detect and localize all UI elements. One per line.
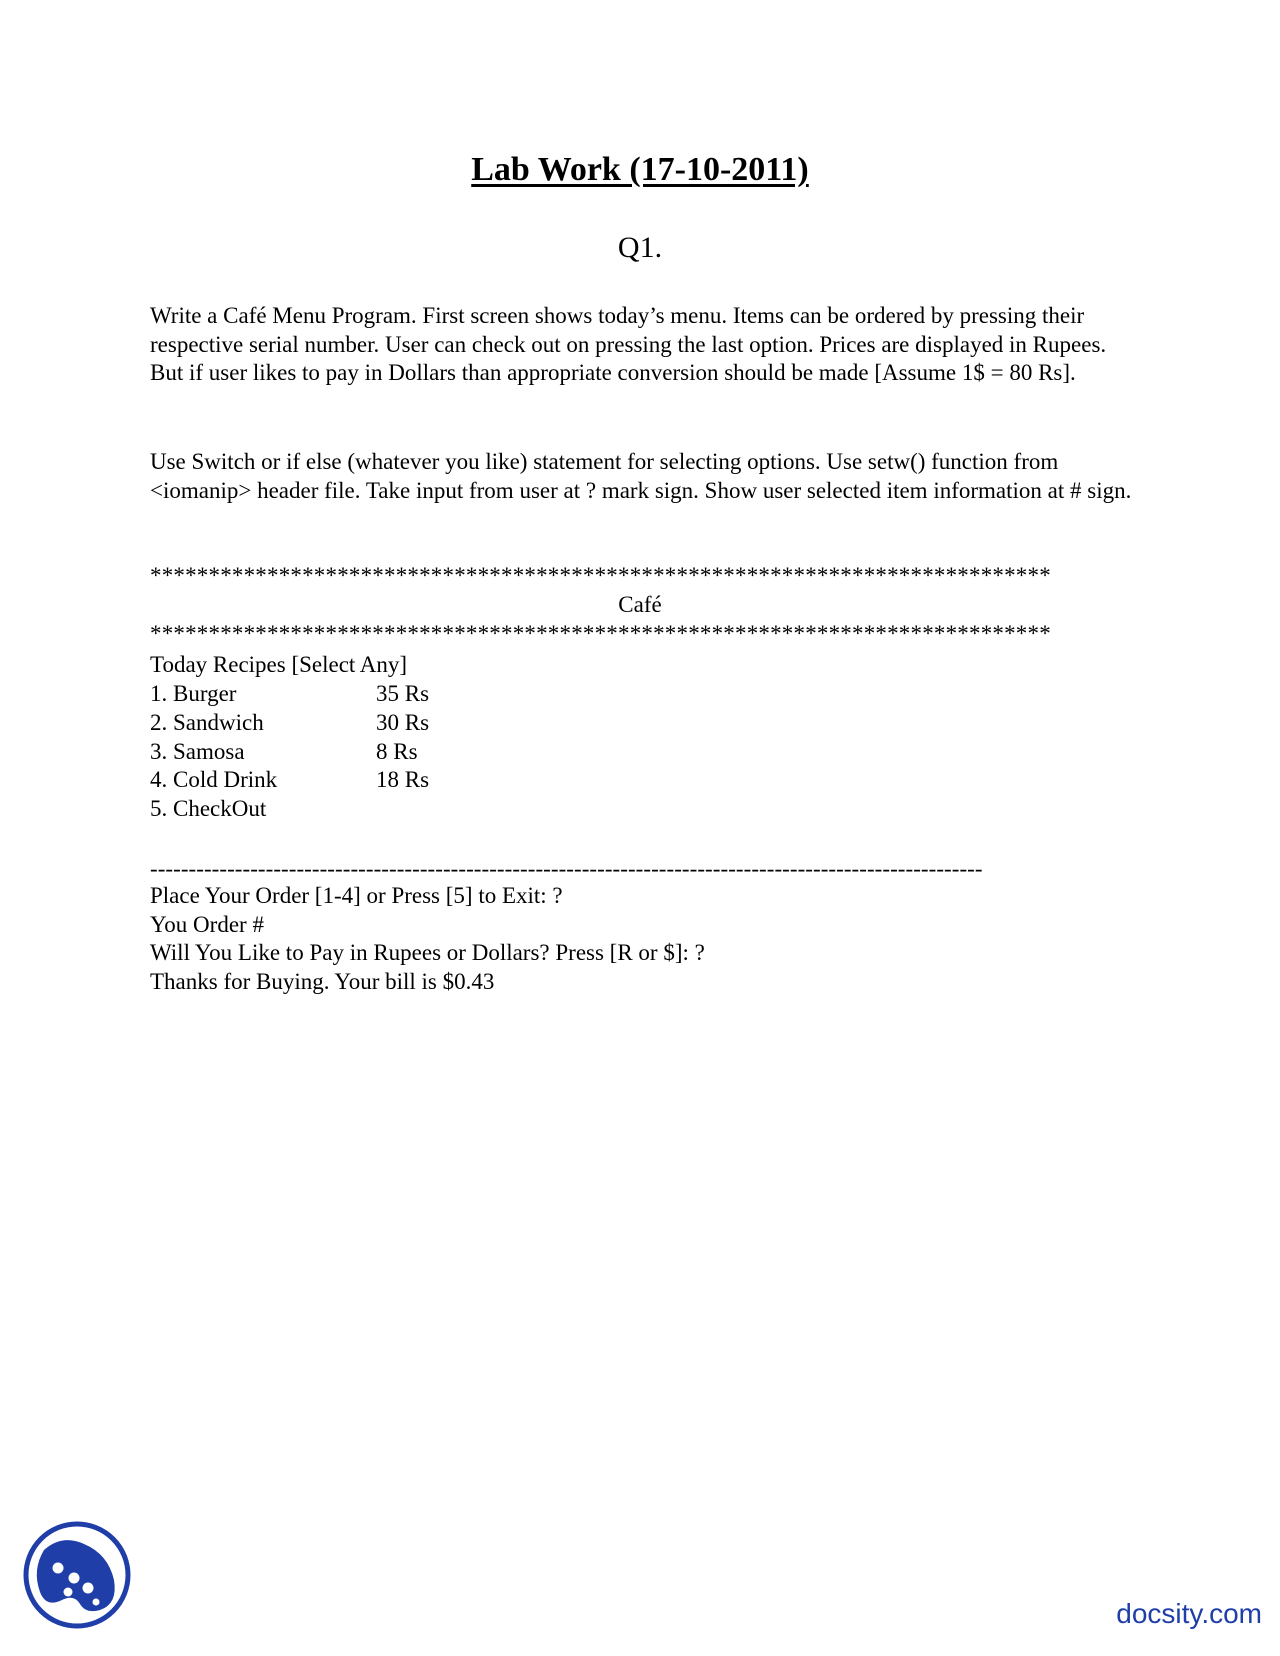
menu-item — [150, 709, 429, 738]
menu-item-price: 35 Rs — [376, 681, 430, 706]
menu-item — [150, 680, 429, 709]
menu-item-price: 30 Rs — [376, 709, 430, 735]
page-title-text: Lab Work (17-10-2011) — [471, 151, 809, 188]
dash-divider: ------------------------------------------------------------------------------------------------------------ — [150, 856, 983, 881]
question-number: Q1. — [617, 231, 663, 264]
question-paragraph-2: Use Switch or if else (whatever you like) statement for selecting options. Use setw() function from <iomanip> header file. Take input from user at ? mark sign. Show user selected item information at # sign. — [150, 449, 1132, 503]
menu-item-price: 8 Rs — [376, 738, 418, 764]
menu-item-name: 5. CheckOut — [150, 796, 267, 822]
stars-divider-bottom: ***************************************************************************** — [150, 621, 1051, 646]
menu-item — [150, 795, 429, 824]
page-title — [0, 150, 1280, 190]
question-paragraph-1: Write a Café Menu Program. First screen shows today’s menu. Items can be ordered by pressing their respective serial number. User can check out on pressing the last option. Prices are displayed in Rupees. But if user likes to pay in Dollars than appropriate conversion should be made [Assume 1$ = 80 Rs]. — [150, 303, 1107, 386]
console-output — [150, 882, 705, 996]
menu-heading: Today Recipes [Select Any] — [150, 652, 408, 677]
docsity-logo-icon[interactable] — [22, 1520, 132, 1630]
console-line: Thanks for Buying. Your bill is $0.43 — [150, 968, 495, 994]
menu-item-name: 1. Burger — [150, 681, 237, 706]
console-line: Will You Like to Pay in Rupees or Dollars? Press [R or $]: ? — [150, 940, 705, 966]
menu-item-name: 2. Sandwich — [150, 709, 264, 735]
cafe-header: Café — [618, 592, 662, 617]
menu-item — [150, 738, 429, 767]
stars-divider-top: ***************************************************************************** — [150, 563, 1051, 588]
docsity-brand-link[interactable]: docsity.com — [1116, 1598, 1262, 1629]
menu-item-price: 18 Rs — [376, 767, 430, 793]
console-line: You Order # — [150, 911, 264, 937]
menu-item — [150, 766, 429, 795]
console-line: Place Your Order [1-4] or Press [5] to Exit: ? — [150, 883, 563, 908]
menu-item-name: 4. Cold Drink — [150, 767, 278, 793]
menu-item-name: 3. Samosa — [150, 738, 245, 764]
menu-list — [150, 680, 429, 824]
